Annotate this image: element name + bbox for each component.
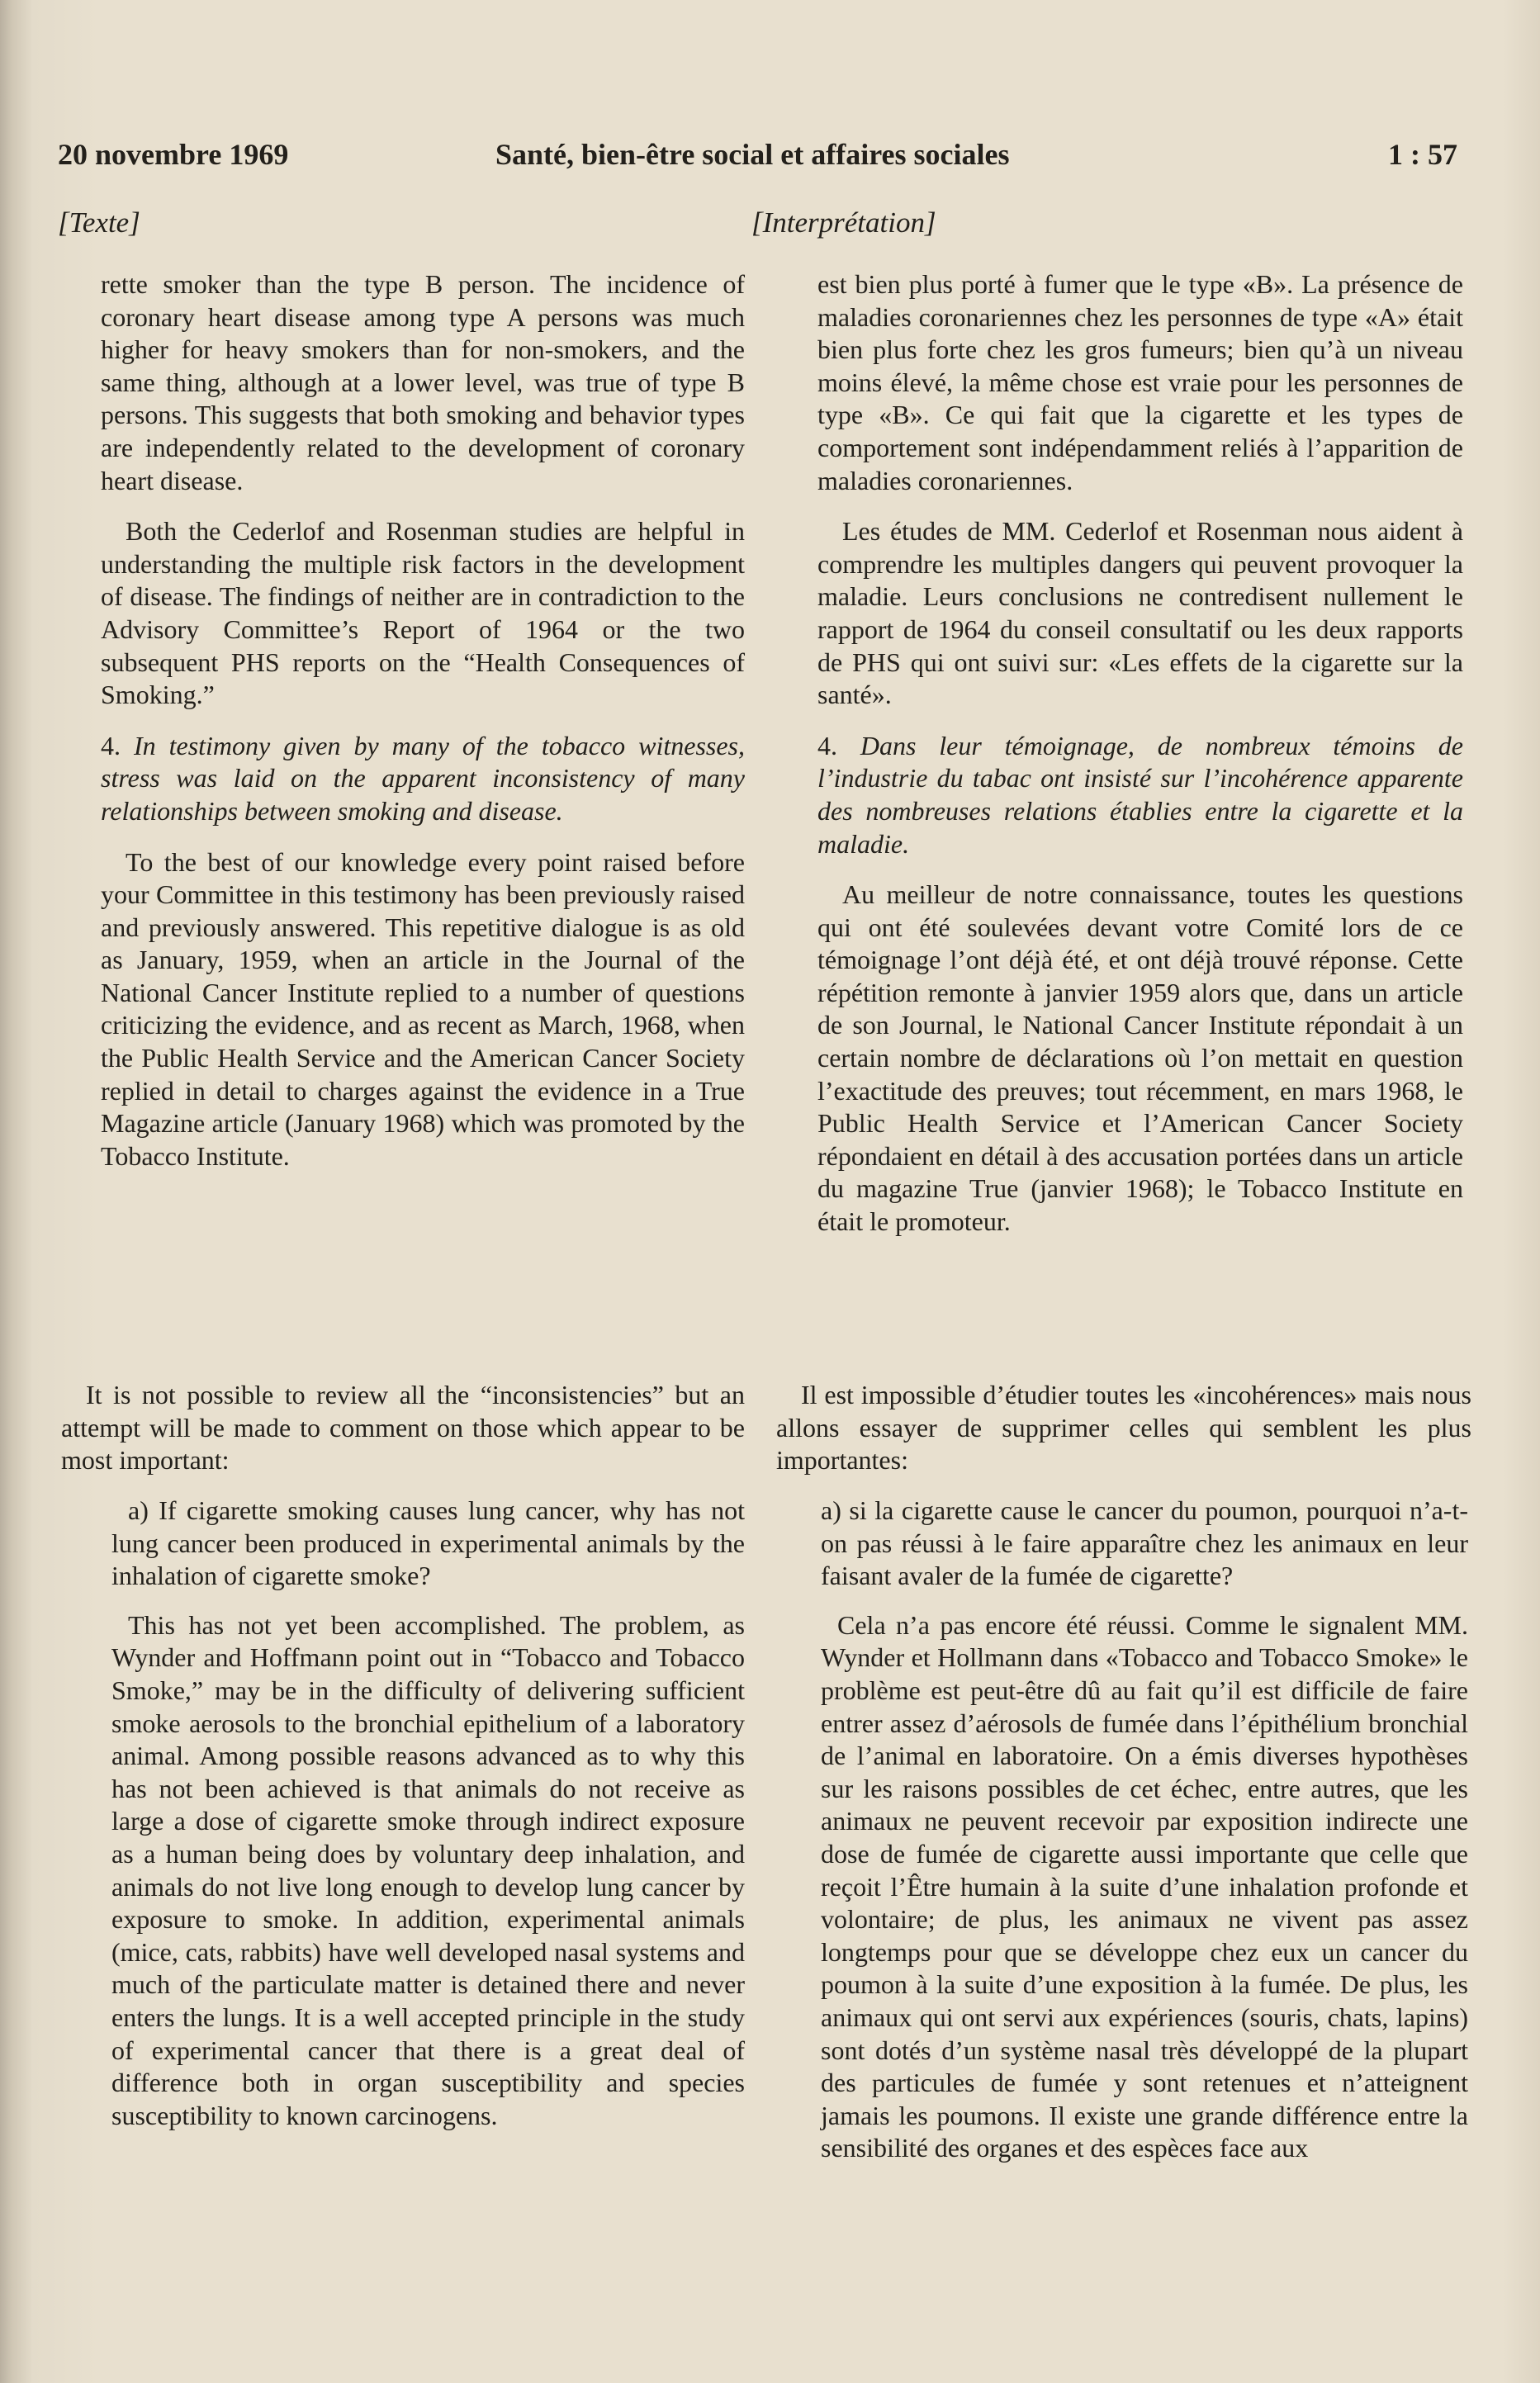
page-header	[58, 137, 1457, 178]
french-question: a) si la cigarette cause le cancer du poumon, pourquoi n’a-t-on pas réussi à le faire apparaître chez les animaux en leur faisant avaler de la fumée de cigarette?	[821, 1495, 1468, 1591]
english-paragraph: rette smoker than the type B person. The incidence of coronary heart disease among type A persons was much higher for heavy smokers than for non-smokers, and the same thing, although at a lower level, was true of type B persons. This suggests that both smoking and behavior types are independently related to the development of coronary heart disease.	[101, 269, 745, 495]
item-number: 4.	[101, 730, 121, 760]
english-paragraph: Both the Cederlof and Rosenman studies are helpful in understanding the multiple risk factors in the development of disease. The findings of neither are in contradiction to the Advisory Committee’s Report of 1964 or the two subsequent PHS reports on the “Health Consequences of Smoking.”	[101, 516, 745, 710]
french-intro-paragraph	[776, 1379, 1471, 1477]
english-numbered-item	[101, 730, 745, 828]
page-number: 1 : 57	[1388, 138, 1457, 171]
right-column-heading: [Interprétation]	[751, 206, 936, 239]
french-numbered-item	[817, 730, 1463, 860]
item-number: 4.	[817, 730, 837, 760]
french-paragraph: Les études de MM. Cederlof et Rosenman nous aident à comprendre les multiples dangers qui peuvent provoquer la maladie. Leurs conclusions ne contredisent nullement le rapport de 1964 du conseil consultatif ou les deux rapports de PHS qui ont suivi sur: «Les effets de la cigarette sur la santé».	[817, 516, 1463, 710]
header-date: 20 novembre 1969	[58, 138, 289, 171]
english-lower-column	[111, 1495, 745, 2148]
english-item-text: In testimony given by many of the tobacco witnesses, stress was laid on the apparent inconsistency of many relationships between smoking and disease.	[101, 730, 745, 826]
english-paragraph: To the best of our knowledge every point raised before your Committee in this testimony has been previously raised and previously answered. This repetitive dialogue is as old as January, 1959, when an article in the Journal of the National Cancer Institute replied to a number of questions criticizing the evidence, and as recent as March, 1968, when the Public Health Service and the American Cancer Society replied in detail to charges against the evidence in a True Magazine article (January 1968) which was promoted by the Tobacco Institute.	[101, 846, 745, 1171]
english-paragraph: It is not possible to review all the “inconsistencies” but an attempt will be made to comment on those which appear to be most important:	[61, 1380, 745, 1476]
english-paragraph: This has not yet been accomplished. The problem, as Wynder and Hoffmann point out in “Tobacco and Tobacco Smoke,” may be in the difficulty of delivering sufficient smoke aerosols to the bronchial epithelium of a laboratory animal. Among possible reasons advanced as to why this has not been achieved is that animals do not receive as large a dose of cigarette smoke through indirect exposure as a human being does by voluntary deep inhalation, and animals do not live long enough to develop lung cancer by exposure to smoke. In addition, experimental animals (mice, cats, rabbits) have well developed nasal systems and much of the particulate matter is detained there and never enters the lungs. It is a well accepted principle in the study of experimental cancer that there is a great deal of difference both in organ susceptibility and species susceptibility to known carcinogens.	[111, 1609, 745, 2130]
french-paragraph: Il est impossible d’étudier toutes les «incohérences» mais nous allons essayer de supprimer celles qui semblent les plus importantes:	[776, 1380, 1471, 1476]
french-item-text: Dans leur témoignage, de nombreux témoins de l’industrie du tabac ont insisté sur l’incohérence apparente des nombreuses relations établies entre la cigarette et la maladie.	[817, 730, 1464, 859]
header-title: Santé, bien-être social et affaires sociales	[495, 138, 1010, 171]
french-paragraph: Au meilleur de notre connaissance, toutes les questions qui ont été soulevées devant votre Comité lors de ce témoignage l’ont déjà été, et ont déjà trouvé réponse. Cette répétition remonte à janvier 1959 alors que, dans un article de son Journal, le National Cancer Institute répondait à un certain nombre de déclarations où l’on mettait en question l’exactitude des preuves; tout récemment, en mars 1968, le Public Health Service et l’American Cancer Society répondaient en détail à des accusation portées dans un article du magazine True (janvier 1968); le Tobacco Institute en était le promoteur.	[817, 879, 1463, 1237]
french-paragraph: est bien plus porté à fumer que le type «B». La présence de maladies coronariennes chez les personnes de type «A» était bien plus forte chez les gros fumeurs; bien qu’à un niveau moins élevé, la même chose est vraie pour les personnes de type «B». Ce qui fait que la cigarette et les types de comportement sont indépendamment reliés à l’apparition de maladies coronariennes.	[817, 269, 1463, 495]
english-question: a) If cigarette smoking causes lung cancer, why has not lung cancer been produced in experimental animals by the inhalation of cigarette smoke?	[111, 1495, 745, 1591]
french-lower-column	[821, 1495, 1468, 2182]
left-column-heading: [Texte]	[58, 206, 140, 239]
english-column	[101, 268, 745, 1191]
french-column	[817, 268, 1463, 1257]
french-paragraph: Cela n’a pas encore été réussi. Comme le signalent MM. Wynder et Hollmann dans «Tobacco and Tobacco Smoke» le problème est peut-être dû au fait qu’il est difficile de faire entrer assez d’aérosols de fumée dans l’épithélium bronchial de l’animal en laboratoire. On a émis diverses hypothèses sur les raisons possibles de cet échec, entre autres, que les animaux ne peuvent recevoir par exposition indirecte une dose de fumée de cigarette aussi importante que celle que reçoit l’Être humain à la suite d’une inhalation profonde et volontaire; de plus, les animaux ne vivent pas assez longtemps pour que se développe chez eux un cancer du poumon à la suite d’une exposition à la fumée. De plus, les animaux qui ont servi aux expériences (souris, chats, lapins) sont dotés d’un système nasal très développé de la plupart des particules de fumée y sont retenues et n’atteignent jamais les poumons. Il existe une grande différence entre la sensibilité des organes et des espèces face aux	[821, 1609, 1468, 2163]
english-intro-paragraph	[61, 1379, 745, 1477]
